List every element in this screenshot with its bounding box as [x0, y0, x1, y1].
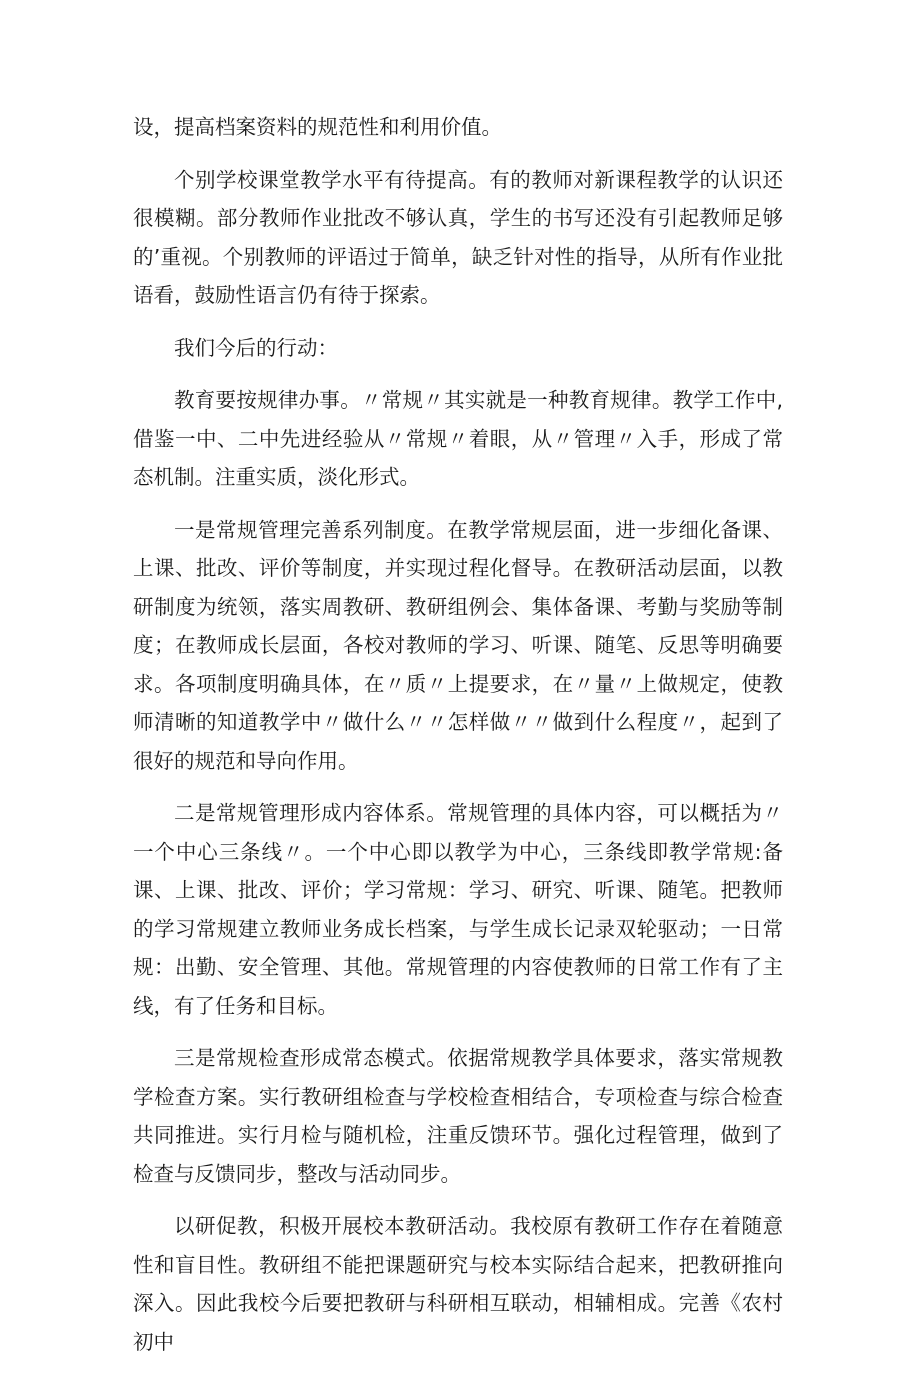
- paragraph-3: 我们今后的行动：: [174, 335, 338, 360]
- document-body: [133, 108, 783, 1375]
- paragraph-2: 个别学校课堂教学水平有待提高。有的教师对新课程教学的认识还很模糊。部分教师作业批改不够认真，学生的书写还没有引起教师足够的’重视。个别教师的评语过于简单，缺乏针对性的指导，从所有作业批语看，鼓励性语言仍有待于探索。: [133, 167, 783, 307]
- paragraph-1: 设，提高档案资料的规范性和利用价值。: [133, 115, 502, 139]
- paragraph-5: 一是常规管理完善系列制度。在教学常规层面，进一步细化备课、上课、批改、评价等制度，并实现过程化督导。在教研活动层面，以教研制度为统领，落实周教研、教研组例会、集体备课、考勤与奖励等制度；在教师成长层面，各校对教师的学习、听课、随笔、反思等明确要求。各项制度明确具体，在〃质〃上提要求，在〃量〃上做规定，使教师清晰的知道教学中〃做什么〃〃怎样做〃〃做到什么程度〃，起到了很好的规范和导向作用。: [133, 517, 783, 773]
- paragraph-8: 以研促教，积极开展校本教研活动。我校原有教研工作存在着随意性和盲目性。教研组不能把课题研究与校本实际结合起来，把教研推向深入。因此我校今后要把教研与科研相互联动，相辅相成。完善《农村初中: [133, 1214, 783, 1354]
- paragraph-4: 教育要按规律办事。〃常规〃其实就是一种教育规律。教学工作中,借鉴一中、二中先进经验从〃常规〃着眼，从〃管理〃入手，形成了常态机制。注重实质，淡化形式。: [133, 388, 783, 489]
- paragraph-7: 三是常规检查形成常态模式。依据常规教学具体要求，落实常规教学检查方案。实行教研组检查与学校检查相结合，专项检查与综合检查共同推进。实行月检与随机检，注重反馈环节。强化过程管理，做到了检查与反馈同步，整改与活动同步。: [133, 1046, 783, 1186]
- paragraph-6: 二是常规管理形成内容体系。常规管理的具体内容，可以概括为〃一个中心三条线〃。一个中心即以教学为中心，三条线即教学常规:备课、上课、批改、评价；学习常规：学习、研究、听课、随笔。把教师的学习常规建立教师业务成长档案，与学生成长记录双轮驱动；一日常规：出勤、安全管理、其他。常规管理的内容使教师的日常工作有了主线，有了任务和目标。: [133, 801, 783, 1018]
